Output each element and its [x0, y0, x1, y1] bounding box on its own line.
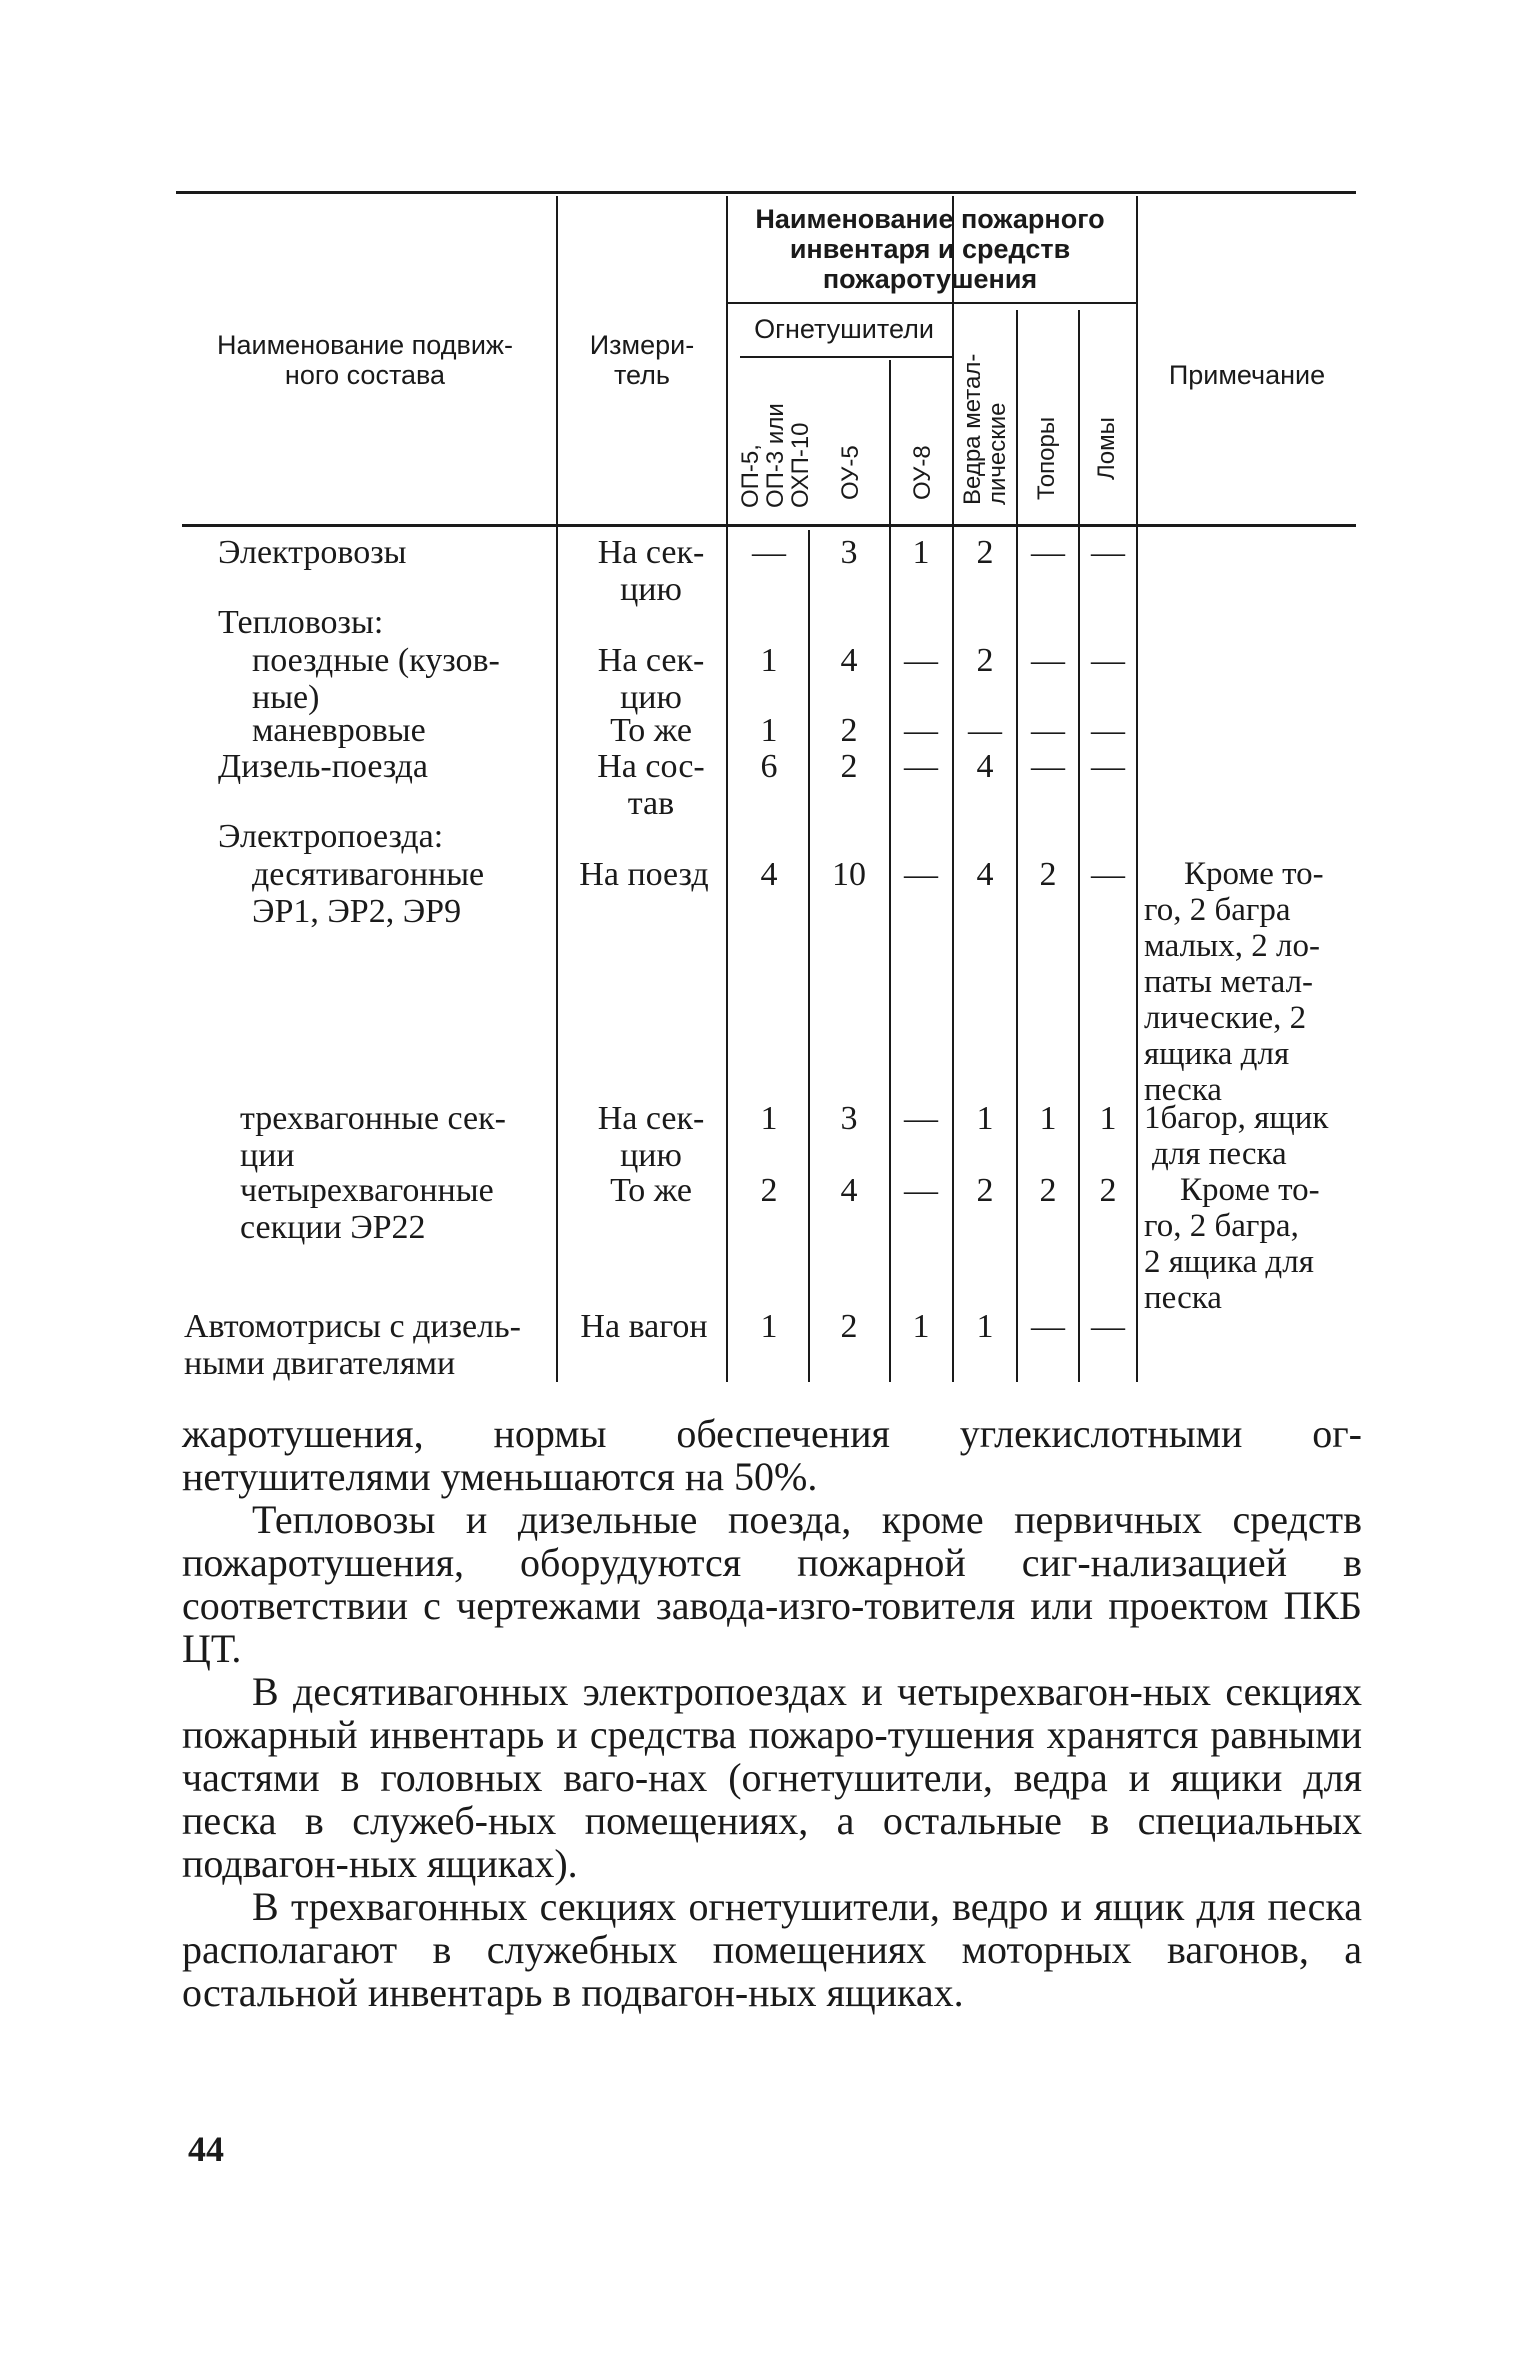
table-cell: 4	[976, 856, 994, 893]
table-cell: —	[1031, 1308, 1065, 1345]
table-cell: 3	[840, 1100, 858, 1137]
extinguishers-rule	[740, 356, 952, 358]
table-row-name: Автомотрисы с дизель- ными двигателями	[184, 1308, 521, 1382]
col-divider-note	[1136, 196, 1138, 1382]
table-row-name: Электровозы	[218, 534, 407, 571]
table-cell: 1	[912, 1308, 930, 1345]
header-buckets-col: Ведра метал- лические	[959, 353, 1011, 505]
table-cell: —	[1031, 642, 1065, 679]
table-cell: 2	[976, 1172, 994, 1209]
table-cell: —	[1031, 712, 1065, 749]
table-group-label: Тепловозы:	[218, 604, 384, 641]
table-cell: —	[1091, 642, 1125, 679]
table-cell: 4	[840, 642, 858, 679]
table-cell: —	[904, 748, 938, 785]
table-row-unit: То же	[610, 712, 692, 749]
table-cell: —	[904, 856, 938, 893]
header-group: Наименование пожарного инвентаря и средств пожаротушения	[755, 204, 1105, 294]
table-cell: —	[1091, 712, 1125, 749]
header-unit-col: Измери- тель	[589, 330, 695, 390]
table-header-bottom-rule	[182, 524, 1356, 527]
table-row-note: 1багор, ящик для песка	[1144, 1100, 1329, 1172]
table-cell: 1	[760, 642, 778, 679]
table-row-note: Кроме то- го, 2 багра, 2 ящика для песка	[1144, 1172, 1320, 1316]
table-row-unit: На поезд	[579, 856, 709, 893]
table-row-unit: На вагон	[580, 1308, 708, 1345]
table-cell: 3	[840, 534, 858, 571]
table-row-name: поездные (кузов- ные)	[252, 642, 500, 716]
table-cell: 1	[912, 534, 930, 571]
group-header-rule	[726, 302, 1136, 304]
table-row-name: четырехвагонные секции ЭР22	[240, 1172, 494, 1246]
table-cell: 4	[840, 1172, 858, 1209]
header-op-col: ОП-5, ОП-3 или ОХП-10	[737, 403, 814, 508]
table-row-name: маневровые	[252, 712, 426, 749]
paragraph: В трехвагонных секциях огнетушители, ведро и ящик для песка располагают в служебных помещениях моторных вагонов, а остальной инвентарь в подвагон-ных ящиках.	[182, 1884, 1362, 2015]
header-crowbars-col: Ломы	[1093, 417, 1120, 480]
header-extinguishers: Огнетушители	[754, 314, 934, 344]
table-cell: 1	[976, 1308, 994, 1345]
table-cell: —	[904, 1100, 938, 1137]
table-row-name: десятивагонные ЭР1, ЭР2, ЭР9	[252, 856, 485, 930]
table-cell: —	[1091, 1308, 1125, 1345]
table-cell: —	[968, 712, 1002, 749]
table-cell: 1	[1039, 1100, 1057, 1137]
header-axes-col: Топоры	[1033, 416, 1060, 500]
table-group-label: Электропоезда:	[218, 818, 444, 855]
table-cell: —	[904, 642, 938, 679]
table-cell: —	[904, 712, 938, 749]
table-cell: 6	[760, 748, 778, 785]
table-cell: —	[1031, 534, 1065, 571]
table-cell: —	[1091, 534, 1125, 571]
col-divider-buckets	[1016, 310, 1018, 1382]
table-cell: —	[1091, 748, 1125, 785]
table-cell: 2	[1099, 1172, 1117, 1209]
table-cell: 2	[840, 748, 858, 785]
table-cell: 1	[976, 1100, 994, 1137]
header-ou8-col: ОУ-8	[909, 445, 936, 500]
table-cell: 1	[1099, 1100, 1117, 1137]
paragraph: Тепловозы и дизельные поезда, кроме первичных средств пожаротушения, оборудуются пожарной сиг-нализацией в соответствии с чертежами завода-изго-товителя или проектом ПКБ ЦТ.	[182, 1497, 1362, 1671]
table-cell: 2	[976, 642, 994, 679]
table-cell: 2	[976, 534, 994, 571]
table-row-note: Кроме то- го, 2 багра малых, 2 ло- паты метал- лические, 2 ящика для песка	[1144, 856, 1324, 1108]
table-cell: 1	[760, 1308, 778, 1345]
table-cell: —	[904, 1172, 938, 1209]
table-row-unit: На сос- тав	[597, 748, 705, 822]
table-row-unit: На сек- цию	[597, 534, 705, 608]
header-name-col: Наименование подвиж- ного состава	[217, 330, 513, 390]
col-divider-axes	[1078, 310, 1080, 1382]
col-divider-group	[726, 196, 728, 1382]
table-cell: 2	[1039, 1172, 1057, 1209]
table-row-unit: На сек- цию	[597, 642, 705, 716]
body-text	[182, 1412, 1362, 2014]
table-cell: 4	[976, 748, 994, 785]
table-cell: 1	[760, 1100, 778, 1137]
header-ou5-col: ОУ-5	[837, 445, 864, 500]
table-row-unit: То же	[610, 1172, 692, 1209]
table-row-unit: На сек- цию	[597, 1100, 705, 1174]
table-cell: —	[752, 534, 786, 571]
table-cell: 2	[840, 1308, 858, 1345]
table-cell: 2	[760, 1172, 778, 1209]
table-cell: 1	[760, 712, 778, 749]
table-cell: 2	[1039, 856, 1057, 893]
table-cell: 10	[832, 856, 866, 893]
paragraph: жаротушения, нормы обеспечения углекислотными ог-нетушителями уменьшаются на 50%.	[182, 1411, 1362, 1499]
table-top-rule	[176, 191, 1356, 194]
table-cell: 2	[840, 712, 858, 749]
header-note-col: Примечание	[1168, 360, 1326, 390]
table-row-name: Дизель-поезда	[218, 748, 429, 785]
page-number: 44	[188, 2129, 224, 2169]
paragraph: В десятивагонных электропоездах и четырехвагон-ных секциях пожарный инвентарь и средства пожаро-тушения хранятся равными частями в головных ваго-нах (огнетушители, ведра и ящики для песка в служеб-ных помещениях, а остальные в специальных подвагон-ных ящиках).	[182, 1669, 1362, 1886]
table-cell: —	[1031, 748, 1065, 785]
table-row-name: трехвагонные сек- ции	[240, 1100, 506, 1174]
col-divider-unit	[556, 196, 558, 1382]
table-cell: 4	[760, 856, 778, 893]
table-cell: —	[1091, 856, 1125, 893]
